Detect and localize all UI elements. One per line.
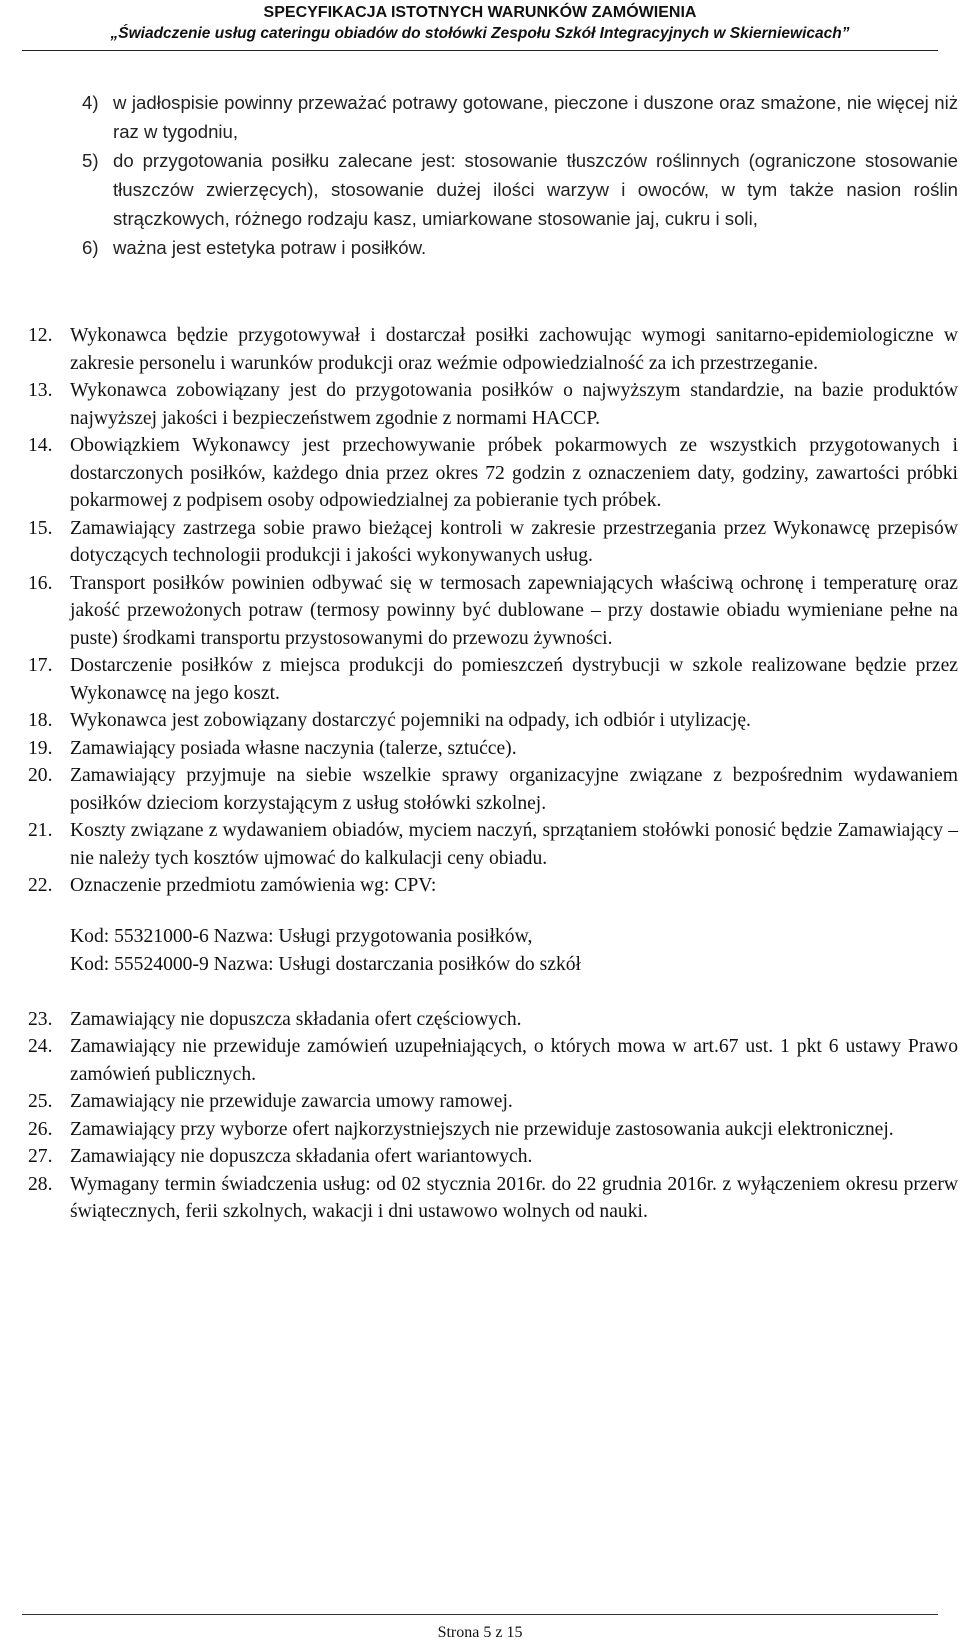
item-number: 13.: [28, 380, 53, 401]
item-text: Wykonawca będzie przygotowywał i dostarczał posiłki zachowując wymogi sanitarno-epidemiologiczne w zakresie personelu i warunków produkcji oraz weźmie odpowiedzialność za ich przestrzeganie.: [70, 325, 958, 374]
item-number: 26.: [28, 1118, 53, 1140]
list-item: [28, 322, 958, 377]
item-number: 12.: [28, 325, 53, 346]
item-number: 24.: [28, 1036, 53, 1057]
sub-list-item: [82, 146, 958, 233]
item-text: Koszty związane z wydawaniem obiadów, myciem naczyń, sprzątaniem stołówki ponosić będzie Zamawiający – nie należy tych kosztów ujmować do kalkulacji ceny obiadu.: [70, 820, 958, 869]
sub-item-text: do przygotowania posiłku zalecane jest: stosowanie tłuszczów roślinnych (ograniczone stosowanie tłuszczów zwierzęcych), stosowanie dużej ilości warzyw i owoców, w tym także nasion roślin strączkowych, różnego rodzaju kasz, umiarkowane stosowanie jaj, cukru i soli,: [113, 150, 958, 229]
item-text: Zamawiający zastrzega sobie prawo bieżącej kontroli w zakresie przestrzegania przez Wykonawcę przepisów dotyczących technologii produkcji i jakości wykonywanych usług.: [70, 517, 958, 566]
cpv-code-line: Kod: 55524000-9 Nazwa: Usługi dostarczania posiłków do szkół: [70, 953, 581, 975]
cpv-codes-block: [28, 923, 958, 979]
list-item: [28, 817, 958, 872]
item-text: Dostarczenie posiłków z miejsca produkcji do pomieszczeń dystrybucji w szkole realizowane będzie przez Wykonawcę na jego koszt.: [70, 655, 958, 704]
item-number: 28.: [28, 1173, 53, 1195]
list-item: [28, 707, 958, 735]
item-text: Transport posiłków powinien odbywać się w termosach zapewniających właściwą ochronę i temperaturę oraz jakość przewożonych potraw (termosy powinny być dublowane – przy dostawie obiadu wymieniane pełne na puste) środkami transportu przystosowanymi do przewozu żywności.: [70, 572, 958, 649]
item-text: Zamawiający nie dopuszcza składania ofert częściowych.: [70, 1008, 522, 1030]
item-number: 19.: [28, 737, 53, 759]
item-text: Obowiązkiem Wykonawcy jest przechowywanie próbek pokarmowych ze wszystkich przygotowanych i dostarczonych posiłków, każdego dnia przez okres 72 godzin z oznaczeniem daty, godziny, zawartości próbki pokarmowej z podpisem osoby odpowiedzialnej za pobieranie tych próbek.: [70, 435, 958, 511]
menu-requirements-sublist: [82, 88, 958, 262]
list-item: [28, 570, 958, 653]
item-text: Wykonawca zobowiązany jest do przygotowania posiłków o najwyższym standardzie, na bazie produktów najwyższej jakości i bezpieczeństwem zgodnie z normami HACCP.: [70, 380, 958, 429]
item-text: Zamawiający nie dopuszcza składania ofert wariantowych.: [70, 1146, 533, 1167]
item-text: Zamawiający posiada własne naczynia (talerze, sztućce).: [70, 737, 517, 759]
list-item: [28, 652, 958, 707]
list-item: [28, 1006, 958, 1034]
item-text: Zamawiający nie przewiduje zamówień uzupełniających, o których mowa w art.67 ust. 1 pkt 6 ustawy Prawo zamówień publicznych.: [70, 1036, 958, 1085]
sub-item-text: ważna jest estetyka potraw i posiłków.: [113, 237, 427, 258]
list-item: [28, 515, 958, 570]
item-number: 25.: [28, 1091, 53, 1112]
sub-item-number: 6): [82, 237, 99, 258]
item-number: 20.: [28, 765, 53, 786]
item-text: Wykonawca jest zobowiązany dostarczyć pojemniki na odpady, ich odbiór i utylizację.: [70, 710, 751, 731]
list-item: [28, 735, 958, 763]
sub-item-number: 4): [82, 92, 99, 113]
item-text: Wymagany termin świadczenia usług: od 02 stycznia 2016r. do 22 grudnia 2016r. z wyłączeniem okresu przerw świątecznych, ferii szkolnych, wakacji i dni ustawowo wolnych od nauki.: [70, 1173, 958, 1222]
item-number: 14.: [28, 435, 53, 456]
list-item: [28, 1143, 958, 1171]
header-divider: [22, 50, 938, 51]
list-item: [28, 377, 958, 432]
list-item: [28, 1171, 958, 1226]
item-number: 18.: [28, 710, 53, 731]
item-number: 15.: [28, 517, 53, 539]
list-item: [28, 1033, 958, 1088]
list-item: [28, 872, 958, 900]
sub-item-number: 5): [82, 150, 99, 171]
item-number: 22.: [28, 875, 53, 896]
sub-list-item: [82, 88, 958, 146]
item-number: 16.: [28, 572, 53, 594]
item-text: Zamawiający przyjmuje na siebie wszelkie sprawy organizacyjne związane z bezpośrednim wydawaniem posiłków dzieciom korzystającym z usług stołówki szkolnej.: [70, 765, 958, 814]
list-item: [28, 762, 958, 817]
page-header: [0, 0, 960, 44]
list-item: [28, 1116, 958, 1144]
numbered-conditions-list: [28, 322, 958, 1226]
cpv-code-line: Kod: 55321000-6 Nazwa: Usługi przygotowania posiłków,: [70, 925, 533, 947]
item-number: 23.: [28, 1008, 53, 1030]
item-number: 17.: [28, 655, 53, 676]
item-text: Zamawiający nie przewiduje zawarcia umowy ramowej.: [70, 1091, 513, 1112]
item-number: 21.: [28, 820, 53, 841]
list-item: [28, 1088, 958, 1116]
list-item: [28, 432, 958, 515]
item-text: Zamawiający przy wyborze ofert najkorzystniejszych nie przewiduje zastosowania aukcji elektronicznej.: [70, 1118, 894, 1140]
sub-list-item: [82, 233, 958, 262]
document-title: SPECYFIKACJA ISTOTNYCH WARUNKÓW ZAMÓWIENIA: [263, 4, 697, 21]
page-number: Strona 5 z 15: [437, 1624, 523, 1641]
item-text: Oznaczenie przedmiotu zamówienia wg: CPV:: [70, 875, 437, 896]
footer-divider: [22, 1614, 938, 1615]
sub-item-text: w jadłospisie powinny przeważać potrawy gotowane, pieczone i duszone oraz smażone, nie więcej niż raz w tygodniu,: [113, 92, 958, 142]
document-subtitle: „Świadczenie usług cateringu obiadów do stołówki Zespołu Szkół Integracyjnych w Skierniewicach”: [110, 25, 850, 42]
item-number: 27.: [28, 1146, 53, 1167]
